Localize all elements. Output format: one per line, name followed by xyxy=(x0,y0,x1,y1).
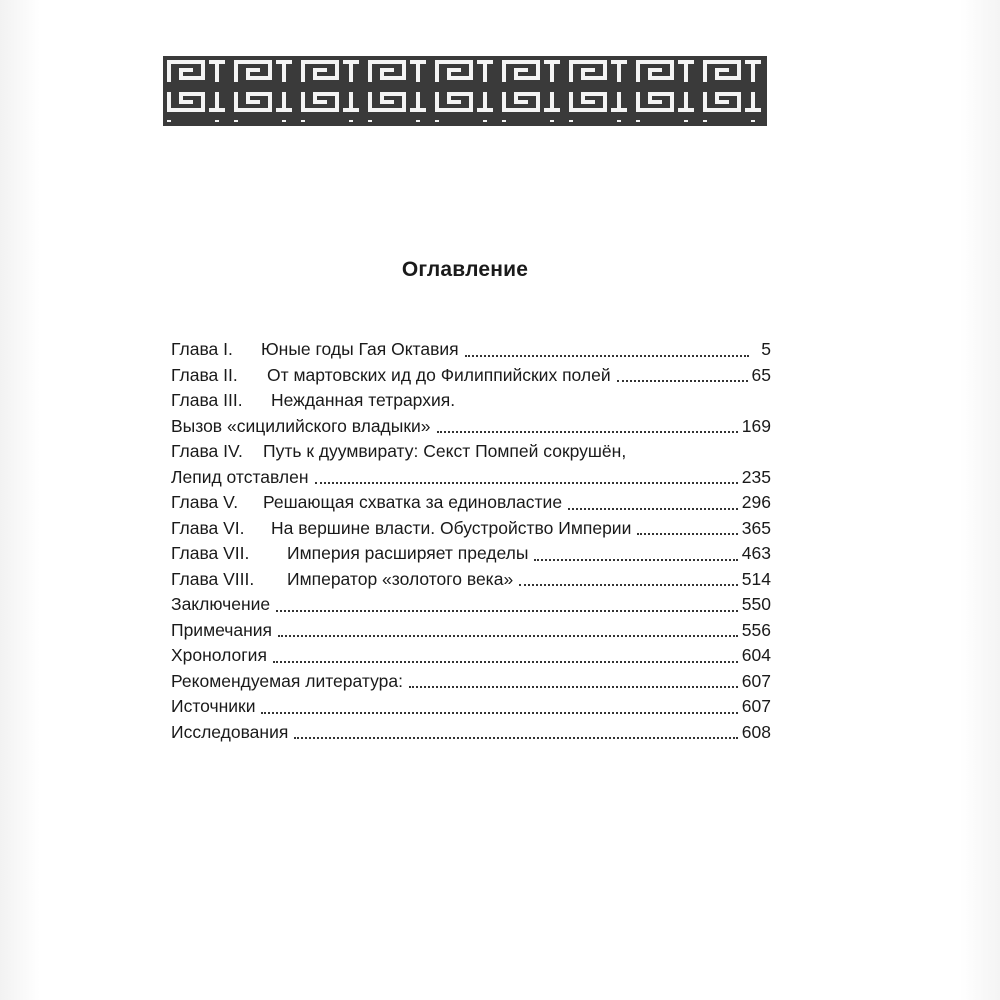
toc-dot-leader xyxy=(437,431,738,433)
toc-entry-title: Решающая схватка за единовластие xyxy=(263,492,563,512)
toc-entry-chapter-number: Глава VII. xyxy=(171,543,250,563)
toc-entry-title: Империя расширяет пределы xyxy=(287,543,529,563)
toc-entry-page-number: 296 xyxy=(741,492,771,512)
toc-entry-title: Источники xyxy=(171,696,256,716)
toc-entry xyxy=(171,567,771,593)
toc-entry-title: Исследования xyxy=(171,721,289,742)
toc-entry-page-number: 608 xyxy=(741,721,771,742)
toc-entry-page-number: 5 xyxy=(761,339,771,359)
toc-entry xyxy=(171,337,771,363)
toc-dot-leader xyxy=(409,686,738,688)
toc-dot-leader xyxy=(568,508,738,510)
toc-entry-page-number: 550 xyxy=(741,594,771,614)
toc-entry xyxy=(171,694,771,720)
toc-entry-title: От мартовских ид до Филиппийских полей xyxy=(267,364,611,385)
toc-entry-chapter-number: Глава II. xyxy=(171,364,238,385)
toc-entry-chapter-number: Глава V. xyxy=(171,492,239,512)
toc-entry-chapter-number: Глава I. xyxy=(171,339,233,359)
toc-entry xyxy=(171,490,771,516)
toc-dot-leader xyxy=(534,559,737,561)
toc-entry-page-number: 235 xyxy=(741,466,771,487)
toc-entry xyxy=(171,388,771,414)
greek-key-ornament-band xyxy=(163,56,767,126)
toc-dot-leader xyxy=(273,661,738,663)
toc-entry-chapter-number: Глава VI. xyxy=(171,517,245,538)
table-of-contents xyxy=(171,337,771,745)
toc-dot-leader xyxy=(276,610,738,612)
toc-entry-chapter-number: Глава VIII. xyxy=(171,568,255,589)
toc-entry-page-number: 604 xyxy=(741,645,771,665)
toc-entry xyxy=(171,720,771,746)
toc-dot-leader xyxy=(617,380,748,382)
toc-entry-chapter-number: Глава III. xyxy=(171,390,243,410)
toc-entry-page-number: 65 xyxy=(751,364,771,385)
toc-entry xyxy=(171,541,771,567)
toc-dot-leader xyxy=(519,584,738,586)
toc-entry xyxy=(171,516,771,542)
toc-entry-title: Хронология xyxy=(171,645,267,665)
toc-entry xyxy=(171,439,771,465)
toc-entry-page-number: 169 xyxy=(741,415,771,436)
toc-entry-page-number: 365 xyxy=(741,517,771,538)
toc-entry xyxy=(171,618,771,644)
toc-dot-leader xyxy=(278,635,738,637)
toc-dot-leader xyxy=(261,712,737,714)
toc-title: Оглавление xyxy=(401,258,529,281)
toc-entry-title: Рекомендуемая литература: xyxy=(171,670,403,691)
toc-dot-leader xyxy=(315,482,738,484)
toc-entry xyxy=(171,643,771,669)
toc-entry-page-number: 556 xyxy=(741,619,771,640)
toc-entry-page-number: 514 xyxy=(741,568,771,589)
toc-entry xyxy=(171,363,771,389)
toc-entry-title: На вершине власти. Обустройство Империи xyxy=(271,517,632,538)
toc-entry-title: Юные годы Гая Октавия xyxy=(261,339,459,359)
toc-entry-title: Путь к дуумвирату: Секст Помпей сокрушён, xyxy=(263,441,627,461)
toc-entry-title: Заключение xyxy=(171,594,271,614)
toc-entry-title: Император «золотого века» xyxy=(287,568,514,589)
toc-entry xyxy=(171,414,771,440)
toc-dot-leader xyxy=(465,355,749,357)
toc-entry xyxy=(171,592,771,618)
toc-entry-page-number: 607 xyxy=(741,696,771,716)
toc-dot-leader xyxy=(637,533,737,535)
toc-entry-title: Примечания xyxy=(171,619,273,640)
toc-entry-title: Лепид отставлен xyxy=(171,466,309,487)
toc-entry-title: Вызов «сицилийского владыки» xyxy=(171,415,431,436)
toc-entry-chapter-number: Глава IV. xyxy=(171,441,243,461)
toc-entry xyxy=(171,669,771,695)
toc-entry-title: Нежданная тетрархия. xyxy=(271,390,456,410)
toc-entry-page-number: 607 xyxy=(741,670,771,691)
toc-dot-leader xyxy=(294,737,737,739)
toc-entry xyxy=(171,465,771,491)
toc-entry-page-number: 463 xyxy=(741,543,771,563)
